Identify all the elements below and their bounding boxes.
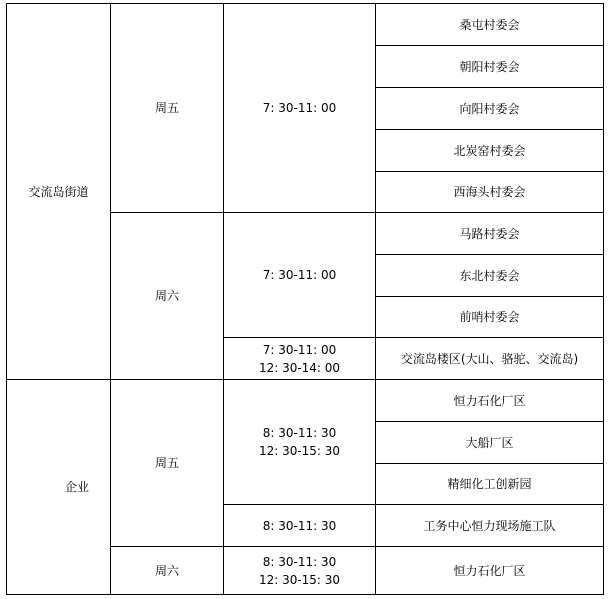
location-cell: 北炭窑村委会 bbox=[376, 130, 604, 172]
day-cell-saturday: 周六 bbox=[111, 213, 224, 380]
day-cell-saturday: 周六 bbox=[111, 547, 224, 595]
location-cell: 恒力石化厂区 bbox=[376, 547, 604, 595]
location-cell: 交流岛楼区(大山、骆驼、交流岛) bbox=[376, 338, 604, 380]
time-line: 12: 30-14: 00 bbox=[258, 360, 341, 375]
schedule-table bbox=[6, 3, 604, 595]
time-cell: 7: 30-11: 00 bbox=[224, 213, 376, 338]
area-cell-jiaoliudao: 交流岛街道 bbox=[7, 4, 111, 380]
time-cell: 7: 30-11: 00 bbox=[224, 4, 376, 213]
location-cell: 工务中心恒力现场施工队 bbox=[376, 505, 604, 547]
time-line: 8: 30-11: 30 bbox=[262, 554, 337, 569]
time-line: 7: 30-11: 00 bbox=[262, 342, 337, 357]
time-cell bbox=[224, 338, 376, 380]
location-cell: 精细化工创新园 bbox=[376, 464, 604, 505]
location-cell: 向阳村委会 bbox=[376, 88, 604, 130]
table-row bbox=[7, 380, 604, 422]
table-row bbox=[7, 4, 604, 46]
location-cell: 西海头村委会 bbox=[376, 172, 604, 213]
time-line: 12: 30-15: 30 bbox=[258, 572, 341, 587]
time-line: 8: 30-11: 30 bbox=[262, 426, 337, 440]
location-cell: 前哨村委会 bbox=[376, 297, 604, 338]
location-cell: 马路村委会 bbox=[376, 213, 604, 255]
time-cell bbox=[224, 380, 376, 505]
location-cell: 大船厂区 bbox=[376, 422, 604, 464]
location-cell: 东北村委会 bbox=[376, 255, 604, 297]
time-cell bbox=[224, 547, 376, 595]
location-cell: 恒力石化厂区 bbox=[376, 380, 604, 422]
time-cell: 8: 30-11: 30 bbox=[224, 505, 376, 547]
location-cell: 桑屯村委会 bbox=[376, 4, 604, 46]
location-cell: 朝阳村委会 bbox=[376, 46, 604, 88]
time-line: 12: 30-15: 30 bbox=[258, 444, 341, 458]
day-cell-friday: 周五 bbox=[111, 380, 224, 547]
day-cell-friday: 周五 bbox=[111, 4, 224, 213]
area-cell-enterprise: 企业 bbox=[7, 380, 111, 595]
